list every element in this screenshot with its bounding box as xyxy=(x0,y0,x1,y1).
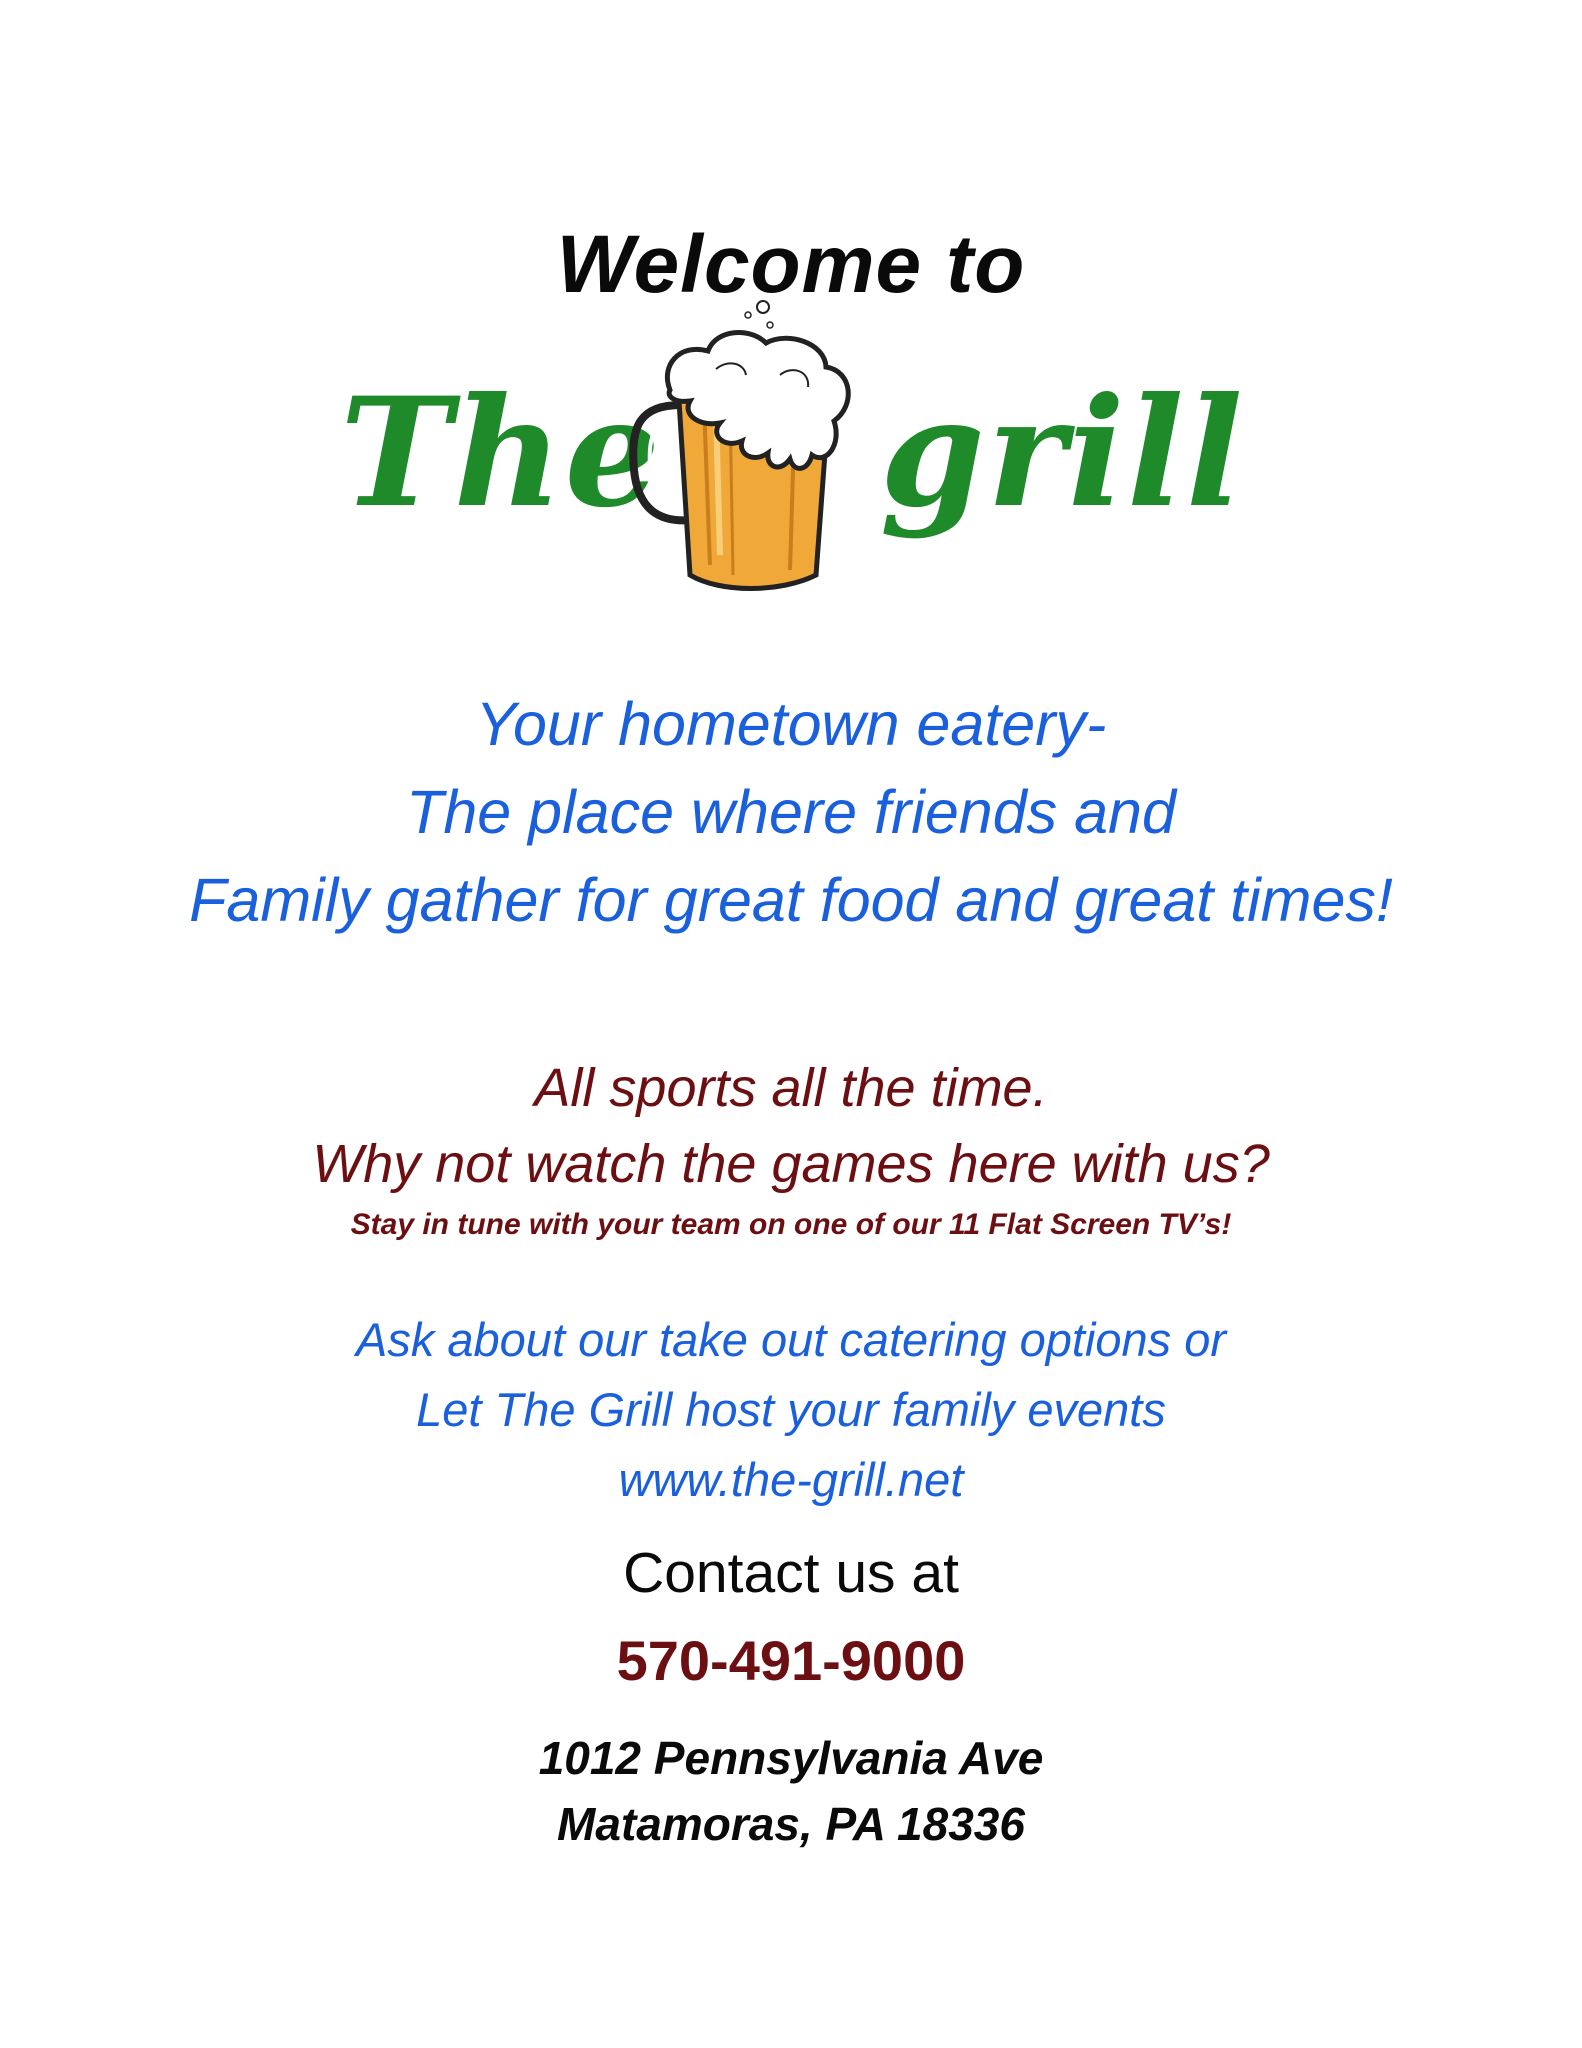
beer-mug-icon xyxy=(620,295,870,595)
tagline-line: Family gather for great food and great times! xyxy=(189,866,1393,934)
tagline-line: The place where friends and xyxy=(406,778,1176,846)
contact-label: Contact us at xyxy=(623,1541,959,1605)
catering-line: Let The Grill host your family events xyxy=(416,1383,1166,1436)
logo-word-the: The xyxy=(340,365,663,541)
tagline xyxy=(0,680,1582,944)
sports-line: All sports all the time. xyxy=(534,1058,1048,1118)
sports-note: Stay in tune with your team on one of our 11 Flat Screen TV’s! xyxy=(350,1208,1232,1241)
logo-word-grill: grill xyxy=(880,365,1245,541)
catering-line: Ask about our take out catering options or xyxy=(355,1313,1227,1366)
address-city: Matamoras, PA 18336 xyxy=(557,1798,1025,1850)
website-link[interactable]: www.the-grill.net xyxy=(618,1453,964,1506)
welcome-heading: Welcome to xyxy=(556,219,1026,310)
sports-section xyxy=(0,1050,1582,1202)
phone-number[interactable]: 570-491-9000 xyxy=(616,1629,966,1692)
address-street: 1012 Pennsylvania Ave xyxy=(538,1732,1044,1784)
catering-section xyxy=(0,1305,1582,1515)
tagline-line: Your hometown eatery- xyxy=(475,690,1107,758)
sports-line: Why not watch the games here with us? xyxy=(312,1134,1270,1194)
address xyxy=(0,1725,1582,1857)
